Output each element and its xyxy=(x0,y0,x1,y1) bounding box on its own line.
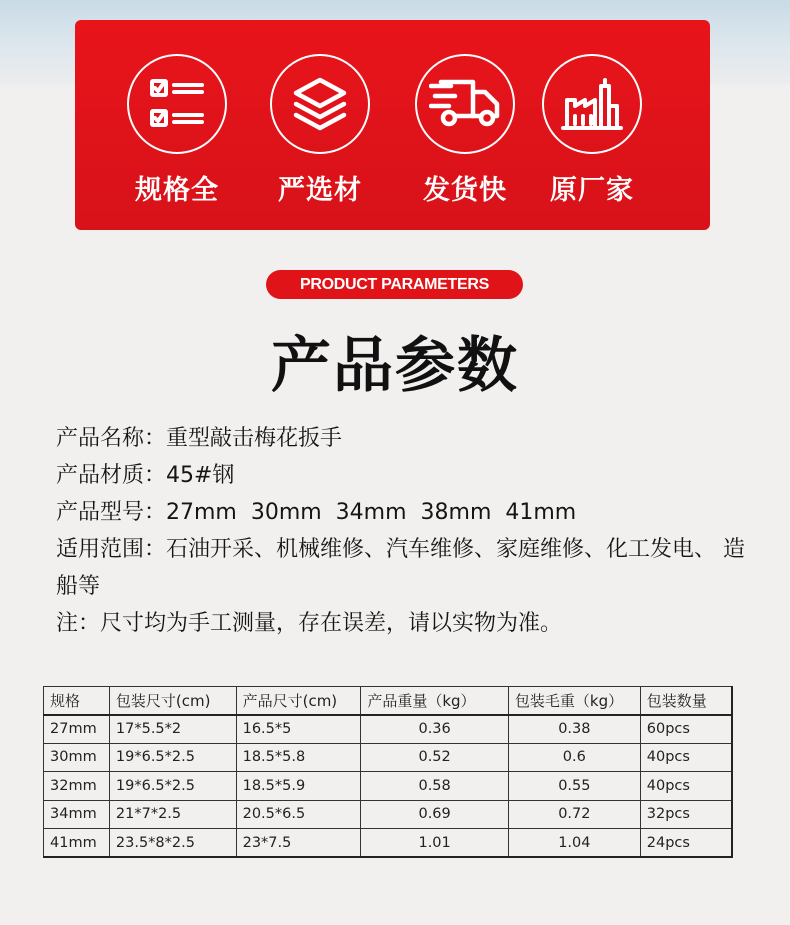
feature-label: 发货快 xyxy=(423,175,507,206)
page-footer-space xyxy=(0,870,790,925)
table-header-row xyxy=(44,687,733,715)
cell-package-size: 19*6.5*2.5 xyxy=(109,772,236,801)
cell-product-size: 23*7.5 xyxy=(236,829,361,858)
spec-line-models: 产品型号：27mm 30mm 34mm 38mm 41mm xyxy=(56,500,577,525)
cell-product-weight: 0.36 xyxy=(361,715,509,744)
feature-label: 严选材 xyxy=(278,175,362,206)
header-quantity: 包装数量 xyxy=(640,687,732,715)
cell-package-size: 17*5.5*2 xyxy=(109,715,236,744)
cell-quantity: 40pcs xyxy=(640,743,732,772)
header-spec: 规格 xyxy=(44,687,110,715)
cell-package-size: 23.5*8*2.5 xyxy=(109,829,236,858)
cell-quantity: 32pcs xyxy=(640,800,732,829)
cell-product-size: 18.5*5.9 xyxy=(236,772,361,801)
feature-selected-material xyxy=(260,54,380,207)
spec-line-applications: 适用范围：石油开采、机械维修、汽车维修、家庭维修、化工发电、 造船等 xyxy=(56,537,745,599)
table-row xyxy=(44,715,733,744)
header-package-size: 包装尺寸(cm) xyxy=(109,687,236,715)
feature-label: 原厂家 xyxy=(550,175,634,206)
parameters-table xyxy=(43,686,733,858)
cell-gross-weight: 0.6 xyxy=(508,743,640,772)
cell-spec: 32mm xyxy=(44,772,110,801)
cell-product-weight: 0.58 xyxy=(361,772,509,801)
feature-label: 规格全 xyxy=(135,175,219,206)
spec-line-material: 产品材质：45#钢 xyxy=(56,463,235,488)
cell-spec: 41mm xyxy=(44,829,110,858)
cell-spec: 27mm xyxy=(44,715,110,744)
table-row xyxy=(44,743,733,772)
cell-quantity: 40pcs xyxy=(640,772,732,801)
cell-product-weight: 1.01 xyxy=(361,829,509,858)
product-specs xyxy=(56,420,746,642)
cell-spec: 34mm xyxy=(44,800,110,829)
header-gross-weight: 包装毛重（kg） xyxy=(508,687,640,715)
feature-original-factory xyxy=(532,54,652,207)
cell-gross-weight: 0.72 xyxy=(508,800,640,829)
spec-line-name: 产品名称：重型敲击梅花扳手 xyxy=(56,426,343,451)
layers-icon xyxy=(270,54,370,154)
spec-line-note: 注：尺寸均为手工测量，存在误差，请以实物为准。 xyxy=(56,611,563,636)
page-title: 产品参数 xyxy=(271,331,519,401)
delivery-truck-icon xyxy=(415,54,515,154)
cell-product-weight: 0.69 xyxy=(361,800,509,829)
cell-product-size: 20.5*6.5 xyxy=(236,800,361,829)
cell-gross-weight: 0.38 xyxy=(508,715,640,744)
cell-product-size: 18.5*5.8 xyxy=(236,743,361,772)
cell-spec: 30mm xyxy=(44,743,110,772)
checklist-icon xyxy=(127,54,227,154)
cell-package-size: 19*6.5*2.5 xyxy=(109,743,236,772)
feature-complete-specs xyxy=(117,54,237,207)
cell-quantity: 24pcs xyxy=(640,829,732,858)
table-row xyxy=(44,829,733,858)
cell-product-size: 16.5*5 xyxy=(236,715,361,744)
header-product-size: 产品尺寸(cm) xyxy=(236,687,361,715)
features-banner xyxy=(75,20,710,230)
cell-gross-weight: 0.55 xyxy=(508,772,640,801)
cell-product-weight: 0.52 xyxy=(361,743,509,772)
cell-gross-weight: 1.04 xyxy=(508,829,640,858)
table-row xyxy=(44,772,733,801)
factory-icon xyxy=(542,54,642,154)
section-badge: PRODUCT PARAMETERS xyxy=(266,270,523,299)
cell-package-size: 21*7*2.5 xyxy=(109,800,236,829)
feature-fast-delivery xyxy=(405,54,525,207)
cell-quantity: 60pcs xyxy=(640,715,732,744)
table-row xyxy=(44,800,733,829)
header-product-weight: 产品重量（kg） xyxy=(361,687,509,715)
